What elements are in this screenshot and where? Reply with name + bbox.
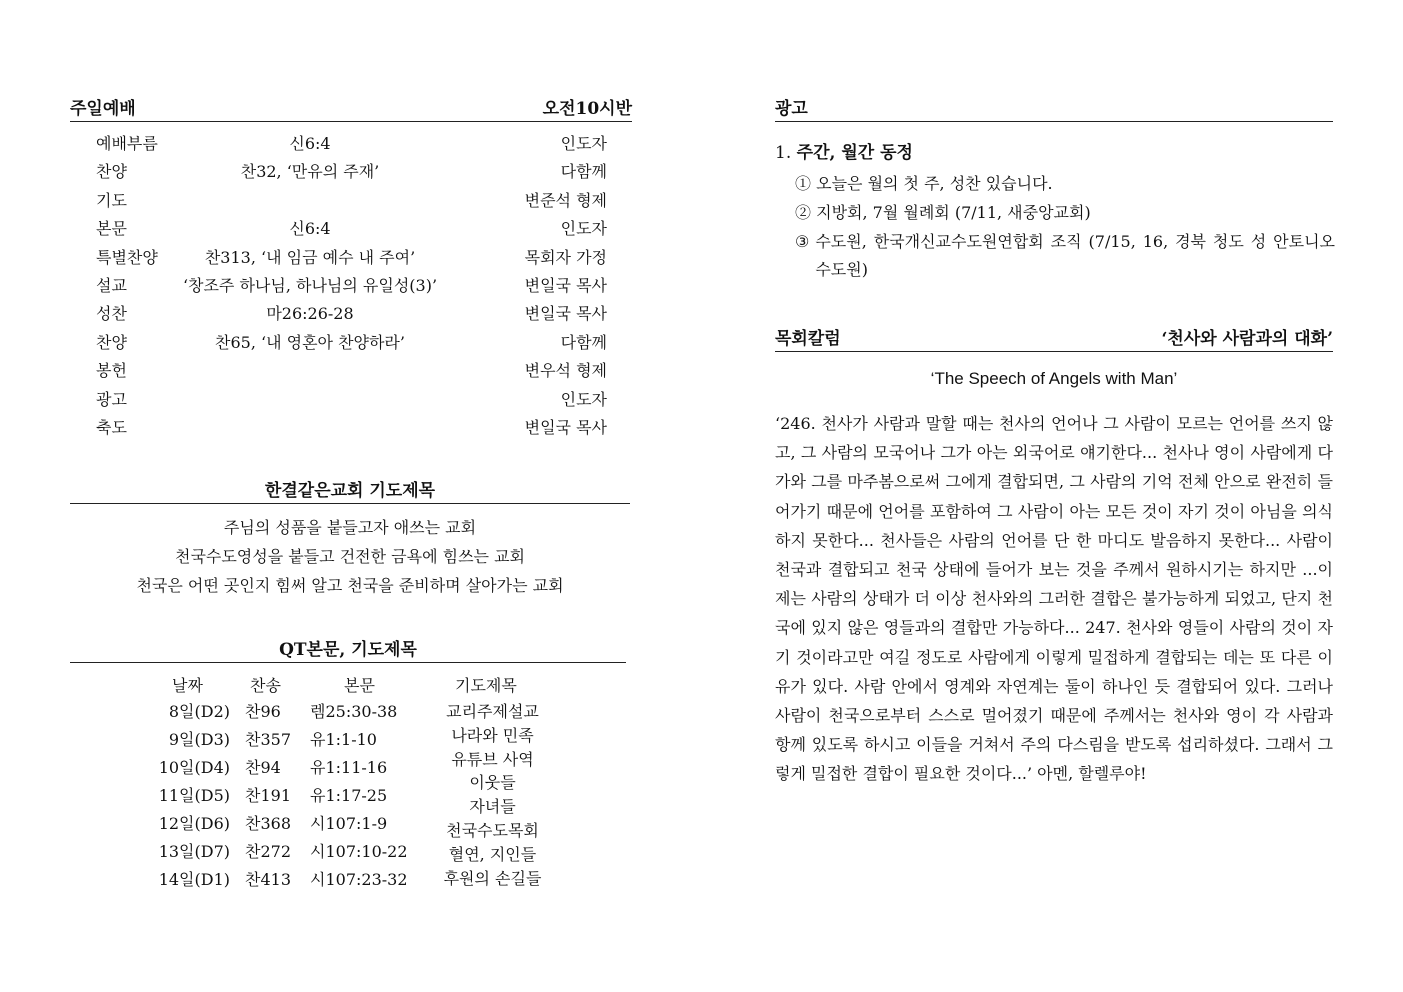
service-item: 예배부름 [96, 134, 158, 153]
announce-section [775, 138, 913, 163]
qt-text: 시107:10-22 [310, 842, 408, 861]
qt-date: 11일(D5) [158, 786, 230, 805]
service-leader: 변준석 형제 [524, 190, 607, 210]
qt-prayer: 교리주제설교 [446, 702, 539, 721]
service-item: 축도 [96, 418, 127, 437]
qt-prayers-column [425, 700, 560, 890]
qt-col-header-text: 본문 [344, 676, 375, 695]
qt-prayer: 혈연, 지인들 [448, 844, 537, 864]
prayer-header [70, 476, 630, 504]
service-row [70, 329, 610, 357]
announce-title: 광고 [775, 99, 808, 119]
announce-section-num: 1. [775, 143, 792, 163]
qt-text: 유1:11-16 [310, 758, 388, 777]
service-content: 마26:26-28 [266, 304, 354, 324]
prayer-title: 한결같은교회 기도제목 [264, 481, 436, 501]
qt-col-header-date: 날짜 [172, 676, 203, 695]
prayer-line: 주님의 성품을 붙들고자 애쓰는 교회 [223, 518, 477, 537]
service-row [70, 130, 610, 158]
column-subtitle: ‘천사와 사람과의 대화’ [1161, 329, 1333, 349]
qt-date: 8일(D2) [168, 702, 230, 721]
qt-date: 9일(D3) [168, 730, 230, 749]
announce-mark: ③ [795, 232, 810, 251]
qt-date: 12일(D6) [158, 814, 230, 833]
announce-section-title: 주간, 월간 동정 [796, 143, 913, 163]
announce-mark: ① [795, 174, 812, 193]
service-row [70, 187, 610, 215]
service-item: 특별찬양 [96, 247, 158, 267]
qt-text: 유1:1-10 [310, 730, 377, 749]
qt-hymn: 찬368 [245, 814, 291, 833]
service-leader: 인도자 [560, 134, 607, 153]
qt-prayer: 후원의 손길들 [443, 868, 542, 888]
qt-date: 10일(D4) [158, 758, 230, 777]
announce-text: 오늘은 월의 첫 주, 성찬 있습니다. [816, 174, 1053, 193]
qt-prayer: 자녀들 [469, 797, 516, 817]
service-leader: 목회자 가정 [524, 247, 607, 267]
qt-hymn: 찬272 [245, 842, 291, 861]
service-leader: 다함께 [560, 162, 607, 182]
service-row [70, 357, 610, 385]
service-item: 찬양 [96, 332, 127, 352]
qt-dates-column [140, 698, 230, 894]
service-row [70, 386, 610, 414]
qt-col-header-hymn: 찬송 [250, 676, 281, 695]
prayer-line: 천국은 어떤 곳인지 힘써 알고 천국을 준비하며 살아가는 교회 [136, 576, 564, 595]
announce-header [775, 94, 1333, 122]
qt-header [70, 635, 626, 663]
service-item: 설교 [96, 276, 127, 295]
qt-col-header-prayer: 기도제목 [455, 676, 517, 695]
service-content: 찬313, ‘내 임금 예수 내 주여’ [204, 247, 416, 267]
column-body: ‘246. 천사가 사람과 말할 때는 천사의 언어나 그 사람이 모르는 언어를 쓰지 않고, 그 사람의 모국어나 그가 아는 외국어로 얘기한다... 천사나 영이 사람에게 다가와 그를 마주봄으로써 그에게 결합되면, 그 사람의 기억 전체 안으로 완전히 들어가기 때문에 언어를 포함하여 그 사람이 아는 모든 것이 자기 것이 아님을 의식하지 못한다... 천사들은 사람의 언어를 단 한 마디도 발음하지 못한다... 사람이 천국과 결합되고 천국 상태에 들어가 보는 것을 주께서 원하시기는 하지만 ...이제는 사람의 상태가 더 이상 천사와의 그러한 결합은 불가능하게 되었고, 단지 천국에 있지 않은 영들과의 결합만 가능하다... 247. 천사와 영들이 사람의 것이 자기 것이라고만 여길 정도로 사람에게 이렇게 밀접하게 결합되는 데는 또 다른 이유가 있다. 사람 안에서 영계와 자연계는 둘이 하나인 듯 결합되어 있다. 그러나 사람이 천국으로부터 스스로 멀어졌기 때문에 주께서는 천사와 영이 각 사람과 항께 있도록 하시고 이들을 거쳐서 주의 다스림을 받도록 섭리하셨다. 그래서 그렇게 밀접한 결합이 필요한 것이다...’ 아멘, 할렐루야! [775, 414, 1333, 784]
announce-item [795, 199, 1335, 227]
qt-text: 유1:17-25 [310, 786, 388, 805]
service-content: ‘창조주 하나님, 하나님의 유일성(3)’ [182, 276, 438, 295]
service-row [70, 272, 610, 300]
qt-prayer: 천국수도목회 [446, 820, 539, 840]
service-leader: 변일국 목사 [524, 418, 607, 437]
qt-text: 시107:1-9 [310, 814, 388, 833]
qt-hymn: 찬357 [245, 730, 291, 749]
qt-prayer: 이웃들 [469, 773, 516, 793]
service-row [70, 158, 610, 186]
column-header [775, 324, 1333, 352]
service-content: 신6:4 [289, 134, 331, 153]
service-row [70, 244, 610, 272]
column-english-title: ‘The Speech of Angels with Man’ [930, 369, 1178, 388]
service-row [70, 300, 610, 328]
qt-hymn: 찬96 [245, 702, 281, 721]
service-row [70, 215, 610, 243]
service-item: 본문 [96, 219, 127, 239]
service-leader: 인도자 [560, 389, 607, 409]
service-leader: 변일국 목사 [524, 276, 607, 295]
service-leader: 변우석 형제 [524, 361, 607, 381]
qt-title: QT본문, 기도제목 [279, 640, 417, 660]
qt-date: 14일(D1) [158, 870, 230, 889]
service-time: 오전10시반 [542, 99, 632, 119]
announce-item [795, 170, 1335, 198]
qt-texts-column [310, 698, 420, 894]
service-item: 기도 [96, 190, 127, 210]
service-item: 찬양 [96, 162, 127, 182]
service-title: 주일예배 [70, 99, 136, 119]
qt-text: 시107:23-32 [310, 870, 408, 889]
service-leader: 변일국 목사 [524, 304, 607, 324]
announce-text: 지방회, 7월 월례회 (7/11, 새중앙교회) [816, 203, 1091, 222]
qt-hymn: 찬191 [245, 786, 291, 805]
announce-mark: ② [795, 203, 812, 222]
service-content: 신6:4 [289, 219, 331, 239]
service-content: 찬32, ‘만유의 주재’ [240, 162, 380, 182]
service-item: 봉헌 [96, 361, 127, 381]
qt-prayer: 나라와 민족 [451, 725, 534, 745]
prayer-line: 천국수도영성을 붙들고 건전한 금욕에 힘쓰는 교회 [174, 547, 525, 566]
qt-hymns-column [245, 698, 305, 894]
column-title: 목회칼럼 [775, 329, 841, 349]
service-leader: 인도자 [560, 219, 607, 239]
qt-date: 13일(D7) [158, 842, 230, 861]
service-leader: 다함께 [560, 332, 607, 352]
qt-hymn: 찬413 [245, 870, 291, 889]
service-item: 성찬 [96, 304, 127, 324]
service-row [70, 414, 610, 442]
qt-text: 렘25:30-38 [310, 702, 398, 721]
service-header [70, 94, 632, 122]
qt-hymn: 찬94 [245, 758, 281, 777]
service-item: 광고 [96, 389, 127, 409]
announce-item [795, 228, 1335, 284]
service-content: 찬65, ‘내 영혼아 찬양하라’ [215, 332, 405, 352]
announce-text: 수도원, 한국개신교수도원연합회 조직 (7/15, 16, 경북 청도 성 안토니오 수도원) [815, 232, 1335, 279]
qt-prayer: 유튜브 사역 [451, 749, 534, 769]
